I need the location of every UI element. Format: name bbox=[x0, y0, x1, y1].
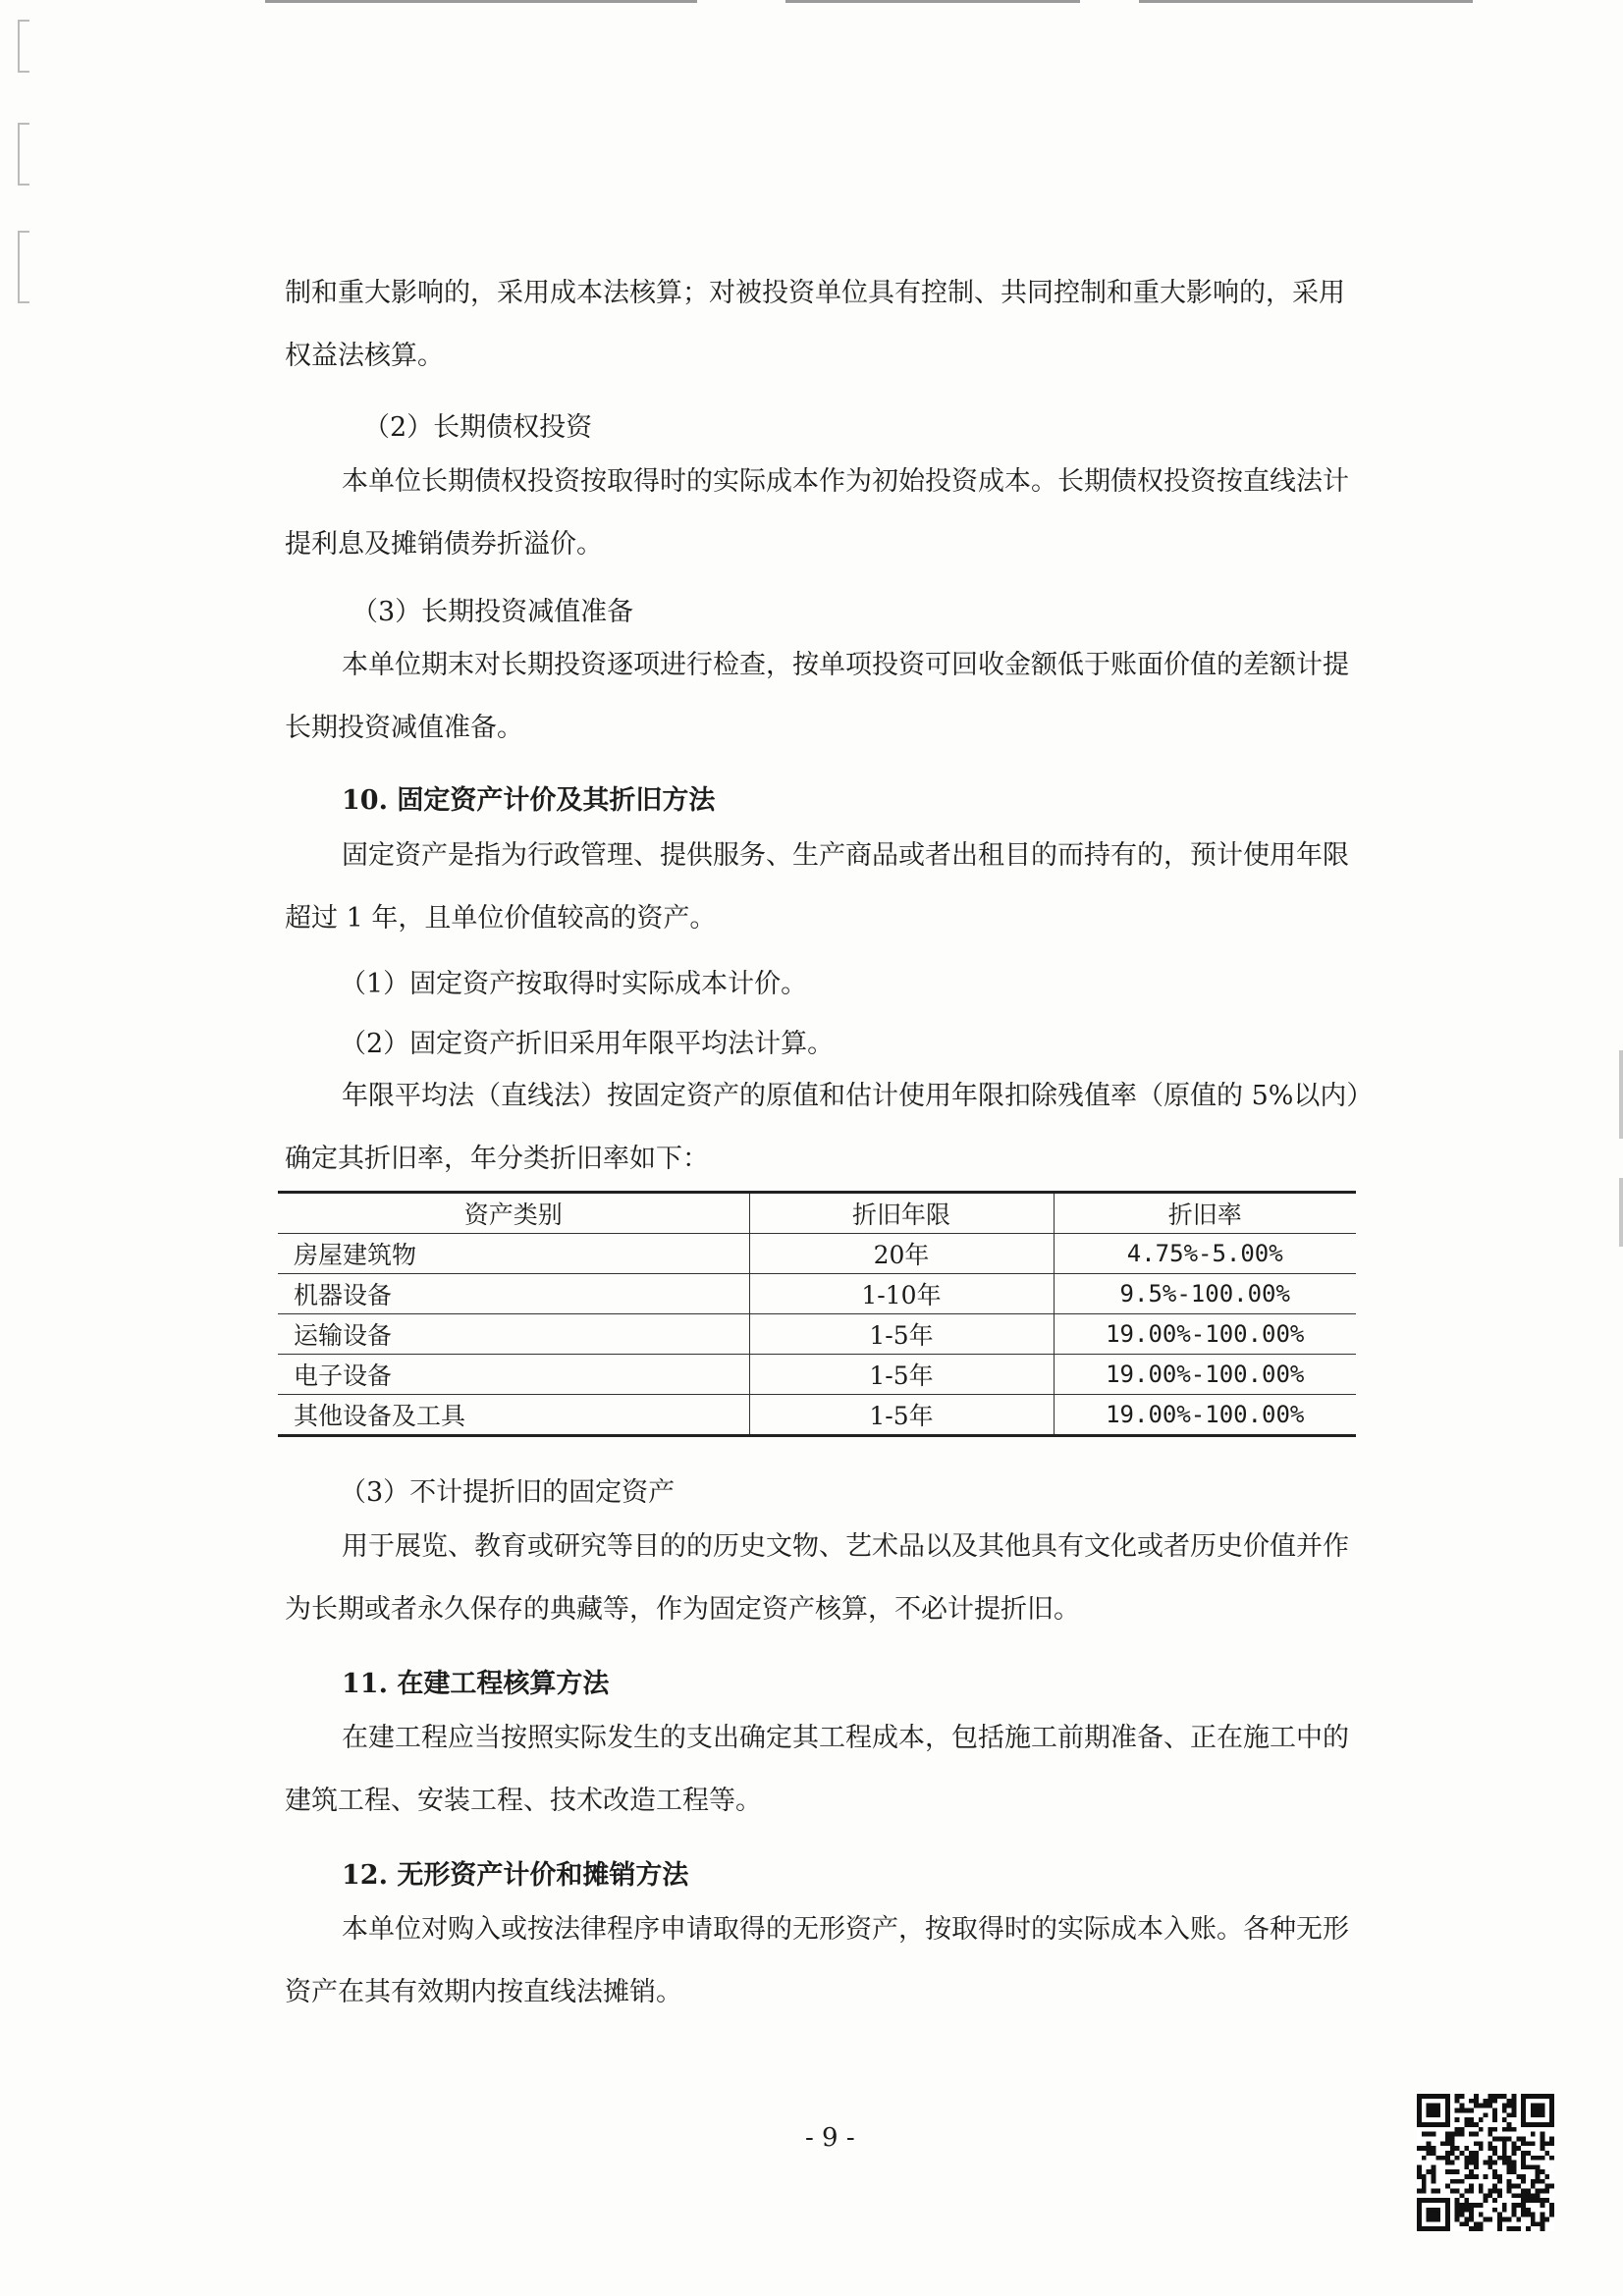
binding-mark bbox=[18, 231, 29, 303]
column-header-useful-life: 折旧年限 bbox=[749, 1193, 1054, 1234]
scan-edge-mark bbox=[1619, 1050, 1623, 1139]
cell-depreciation-rate: 4.75%-5.00% bbox=[1054, 1234, 1356, 1274]
cell-asset-category: 电子设备 bbox=[278, 1355, 749, 1395]
paragraph-construction-in-progress: 在建工程应当按照实际发生的支出确定其工程成本，包括施工前期准备、正在施工中的建筑工程、安装工程、技术改造工程等。 bbox=[285, 1723, 1349, 1816]
table-row bbox=[278, 1234, 1356, 1274]
cell-asset-category: 其他设备及工具 bbox=[278, 1395, 749, 1436]
scan-edge-mark bbox=[1619, 1178, 1623, 1247]
heading-fixed-assets: 10. 固定资产计价及其折旧方法 bbox=[342, 785, 716, 816]
cell-asset-category: 房屋建筑物 bbox=[278, 1234, 749, 1274]
item-fixed-assets-cost: （1）固定资产按取得时实际成本计价。 bbox=[340, 969, 808, 999]
binding-mark bbox=[18, 20, 29, 73]
paragraph-long-term-debt-investment: 本单位长期债权投资按取得时的实际成本作为初始投资成本。长期债权投资按直线法计提利息及摊销债券折溢价。 bbox=[285, 466, 1349, 560]
paragraph-non-depreciable-assets: 用于展览、教育或研究等目的的历史文物、艺术品以及其他具有文化或者历史价值并作为长期或者永久保存的典藏等，作为固定资产核算，不必计提折旧。 bbox=[285, 1531, 1349, 1625]
table-row bbox=[278, 1395, 1356, 1436]
cell-asset-category: 运输设备 bbox=[278, 1314, 749, 1355]
cell-asset-category: 机器设备 bbox=[278, 1274, 749, 1314]
depreciation-rate-table bbox=[278, 1191, 1356, 1437]
heading-construction-in-progress: 11. 在建工程核算方法 bbox=[342, 1669, 610, 1699]
scan-top-edge bbox=[785, 0, 1080, 3]
cell-depreciation-rate: 19.00%-100.00% bbox=[1054, 1355, 1356, 1395]
cell-useful-life: 1-10年 bbox=[749, 1274, 1054, 1314]
cell-depreciation-rate: 19.00%-100.00% bbox=[1054, 1395, 1356, 1436]
table-row bbox=[278, 1355, 1356, 1395]
paragraph-fixed-assets-definition: 固定资产是指为行政管理、提供服务、生产商品或者出租目的而持有的，预计使用年限超过 1 年，且单位价值较高的资产。 bbox=[285, 840, 1349, 934]
column-header-asset-category: 资产类别 bbox=[278, 1193, 749, 1234]
cell-depreciation-rate: 9.5%-100.00% bbox=[1054, 1274, 1356, 1314]
scan-top-edge bbox=[265, 0, 697, 3]
column-header-depreciation-rate: 折旧率 bbox=[1054, 1193, 1356, 1234]
subheading-long-term-debt-investment: （2）长期债权投资 bbox=[363, 412, 593, 443]
scan-top-edge bbox=[1139, 0, 1473, 3]
cell-useful-life: 20年 bbox=[749, 1234, 1054, 1274]
table-row bbox=[278, 1314, 1356, 1355]
paragraph-cost-equity-method: 制和重大影响的，采用成本法核算；对被投资单位具有控制、共同控制和重大影响的，采用权益法核算。 bbox=[285, 278, 1345, 371]
qr-code-icon bbox=[1417, 2094, 1554, 2231]
cell-useful-life: 1-5年 bbox=[749, 1395, 1054, 1436]
heading-intangible-assets: 12. 无形资产计价和摊销方法 bbox=[342, 1860, 689, 1891]
item-fixed-assets-depreciation: （2）固定资产折旧采用年限平均法计算。 bbox=[340, 1029, 835, 1059]
paragraph-intangible-assets: 本单位对购入或按法律程序申请取得的无形资产，按取得时的实际成本入账。各种无形资产在其有效期内按直线法摊销。 bbox=[285, 1914, 1349, 2007]
paragraph-impairment-provision: 本单位期末对长期投资逐项进行检查，按单项投资可回收金额低于账面价值的差额计提长期投资减值准备。 bbox=[285, 650, 1349, 743]
table-row bbox=[278, 1274, 1356, 1314]
subheading-impairment-provision: （3）长期投资减值准备 bbox=[352, 597, 634, 627]
cell-depreciation-rate: 19.00%-100.00% bbox=[1054, 1314, 1356, 1355]
binding-mark bbox=[18, 123, 29, 186]
cell-useful-life: 1-5年 bbox=[749, 1314, 1054, 1355]
table-header-row bbox=[278, 1193, 1356, 1234]
paragraph-straight-line-method: 年限平均法（直线法）按固定资产的原值和估计使用年限扣除残值率（原值的 5%以内）确定其折旧率，年分类折旧率如下： bbox=[285, 1081, 1360, 1174]
cell-useful-life: 1-5年 bbox=[749, 1355, 1054, 1395]
item-non-depreciable-assets: （3）不计提折旧的固定资产 bbox=[340, 1477, 676, 1508]
page-number: - 9 - bbox=[805, 2123, 855, 2153]
